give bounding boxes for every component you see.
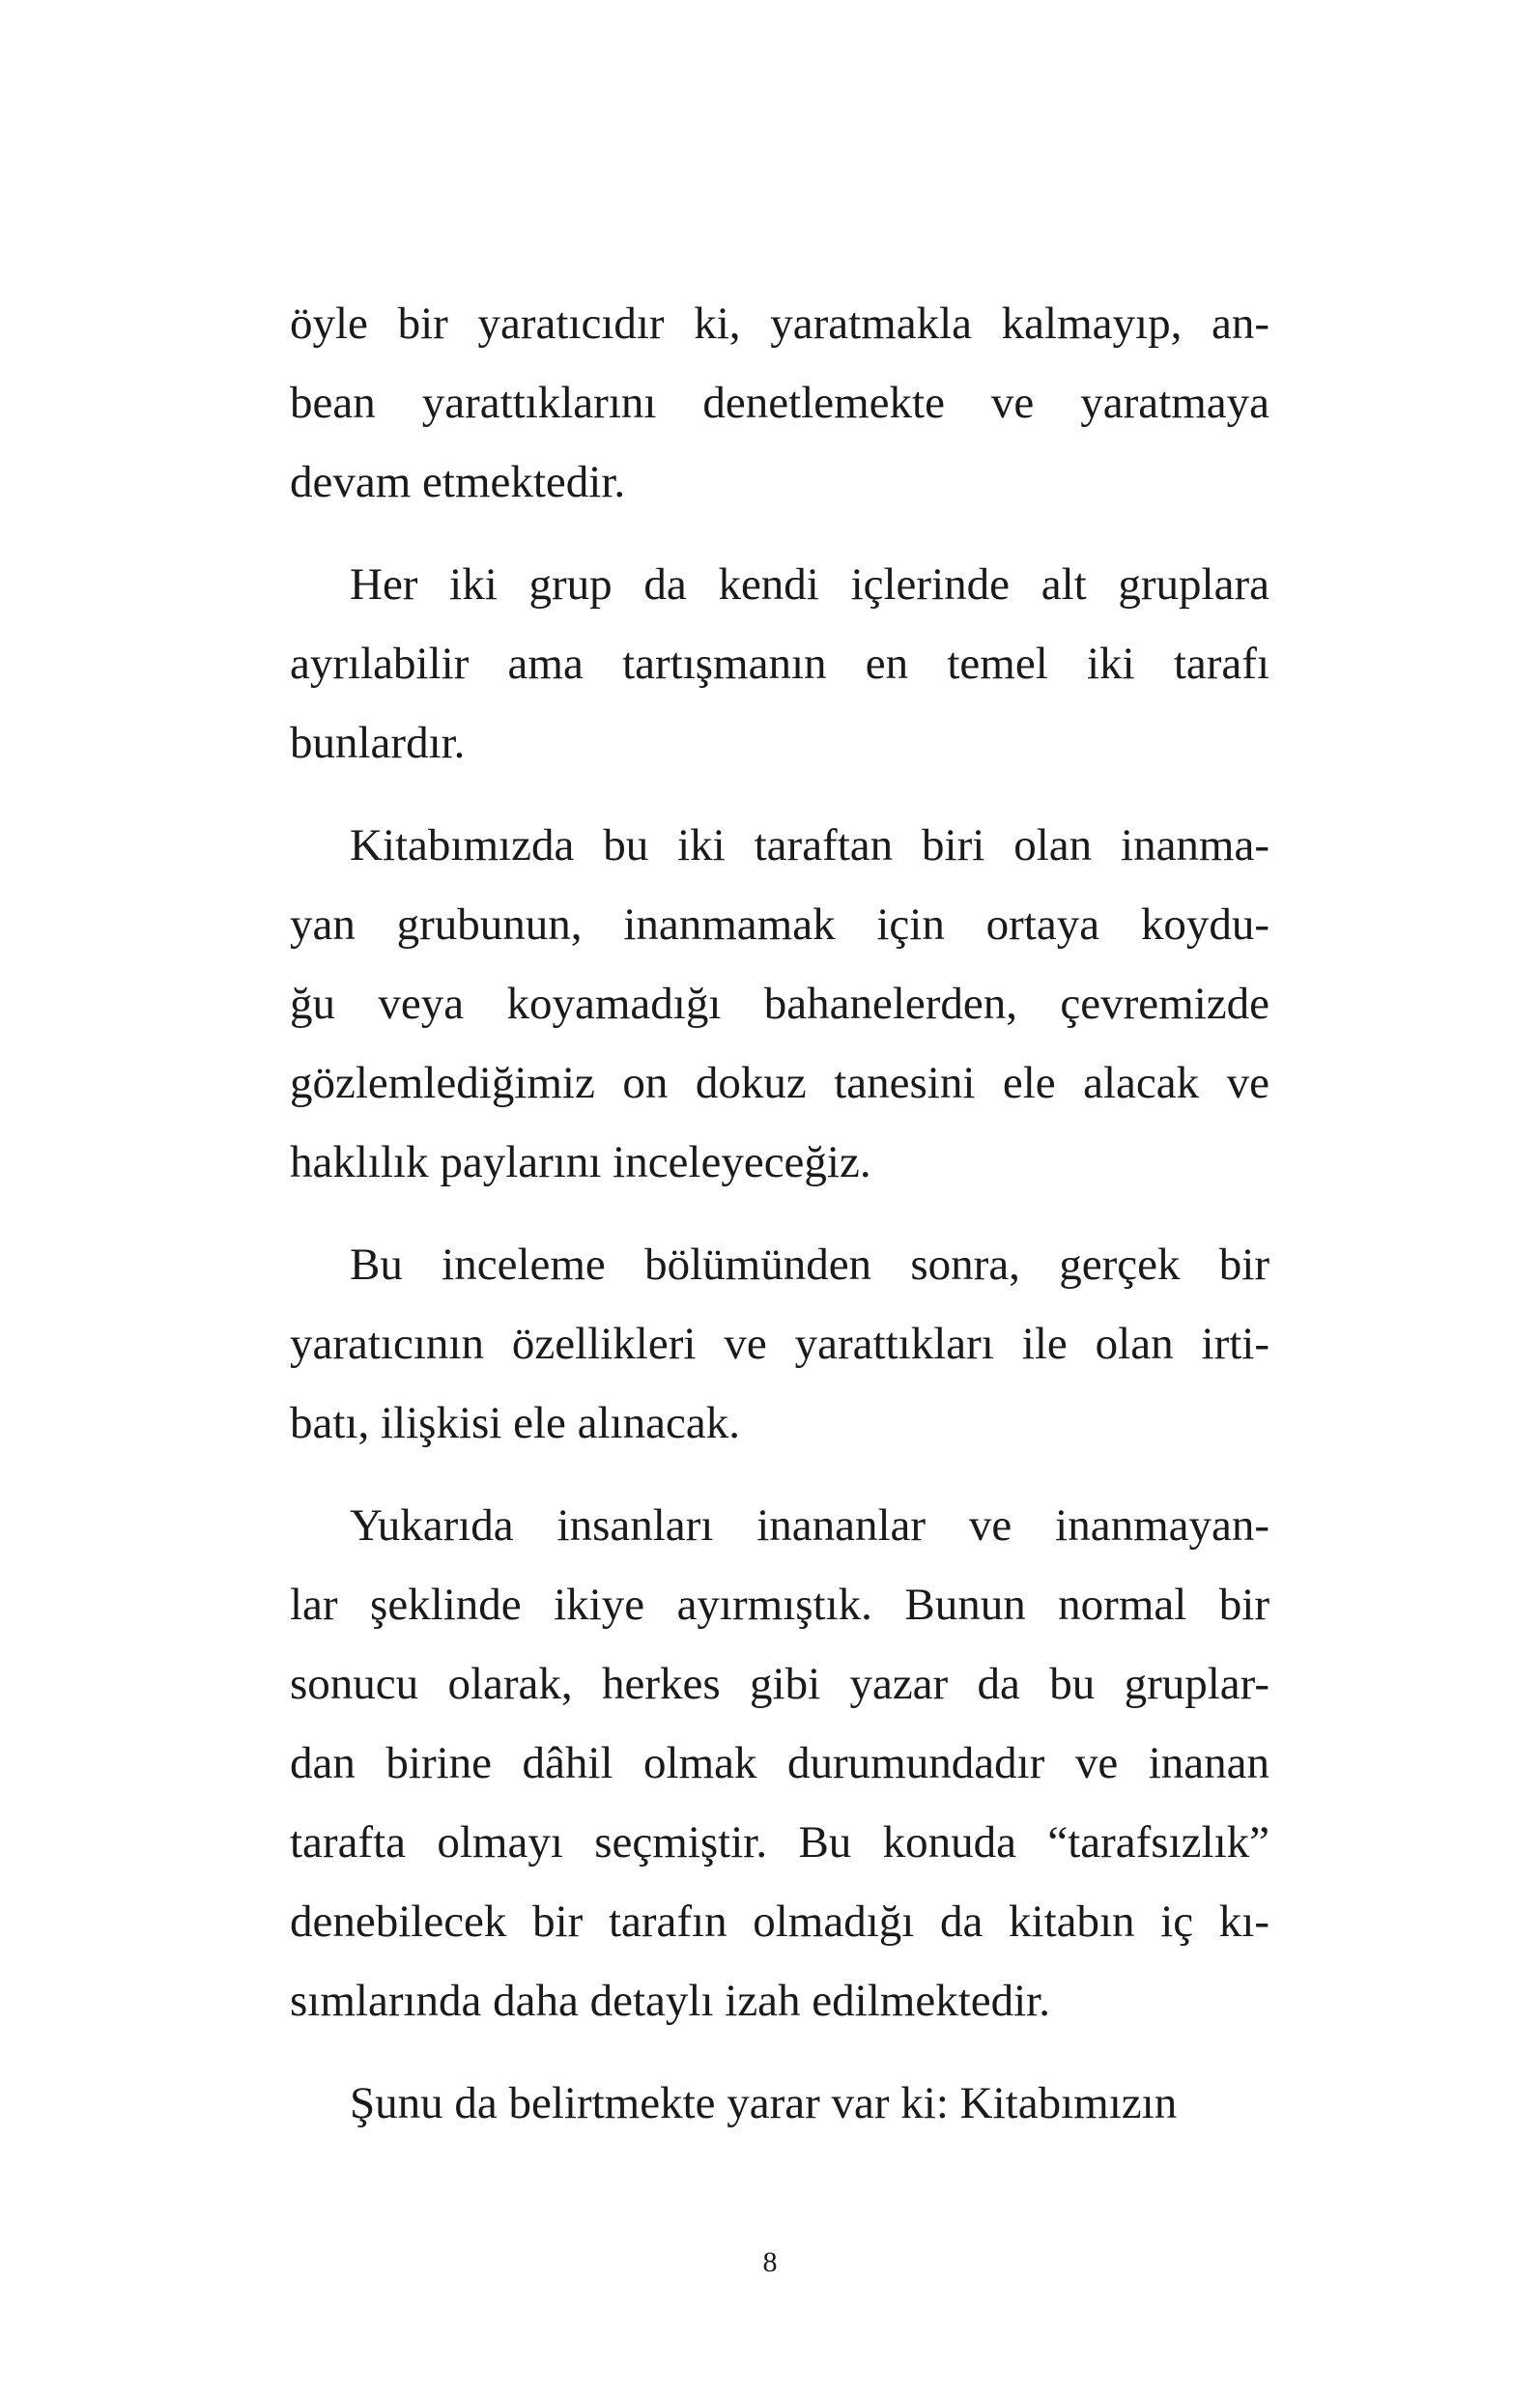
text-line: bunlardır. <box>290 718 466 768</box>
text-line: gözlemlediğimiz on dokuz tanesini ele alacak ve <box>290 1058 1269 1108</box>
text-line: batı, ilişkisi ele alınacak. <box>290 1398 740 1448</box>
text-line: lar şeklinde ikiye ayırmıştık. Bunun normal bir <box>290 1580 1269 1630</box>
text-line: denebilecek bir tarafın olmadığı da kitabın iç kı- <box>290 1897 1269 1947</box>
text-line: ayrılabilir ama tartışmanın en temel iki tarafı <box>290 639 1269 689</box>
text-line: haklılık paylarını inceleyeceğiz. <box>290 1137 871 1187</box>
text-line: Yukarıda insanları inananlar ve inanmayan- <box>350 1500 1269 1551</box>
text-line: Bu inceleme bölümünden sonra, gerçek bir <box>350 1240 1269 1290</box>
page-number: 8 <box>762 2246 778 2278</box>
text-line: yaratıcının özellikleri ve yarattıkları ile olan irti- <box>290 1319 1269 1369</box>
text-line: devam etmektedir. <box>290 457 626 507</box>
text-line: yan grubunun, inanmamak için ortaya koydu- <box>290 899 1269 950</box>
text-line: sımlarında daha detaylı izah edilmektedir. <box>290 1976 1050 2026</box>
text-line: tarafta olmayı seçmiştir. Bu konuda “tarafsızlık” <box>290 1817 1269 1868</box>
body-text <box>290 284 1269 2143</box>
text-line: Şunu da belirtmekte yarar var ki: Kitabımızın <box>350 2078 1178 2128</box>
text-line: Her iki grup da kendi içlerinde alt gruplara <box>350 559 1269 610</box>
text-line: dan birine dâhil olmak durumundadır ve inanan <box>290 1738 1269 1788</box>
text-line: sonucu olarak, herkes gibi yazar da bu gruplar- <box>290 1659 1269 1709</box>
text-line: bean yarattıklarını denetlemekte ve yaratmaya <box>290 378 1269 428</box>
text-line: Kitabımızda bu iki taraftan biri olan inanma- <box>350 820 1269 870</box>
text-line: ğu veya koyamadığı bahanelerden, çevremizde <box>290 979 1269 1029</box>
text-line: öyle bir yaratıcıdır ki, yaratmakla kalmayıp, an- <box>290 299 1269 349</box>
